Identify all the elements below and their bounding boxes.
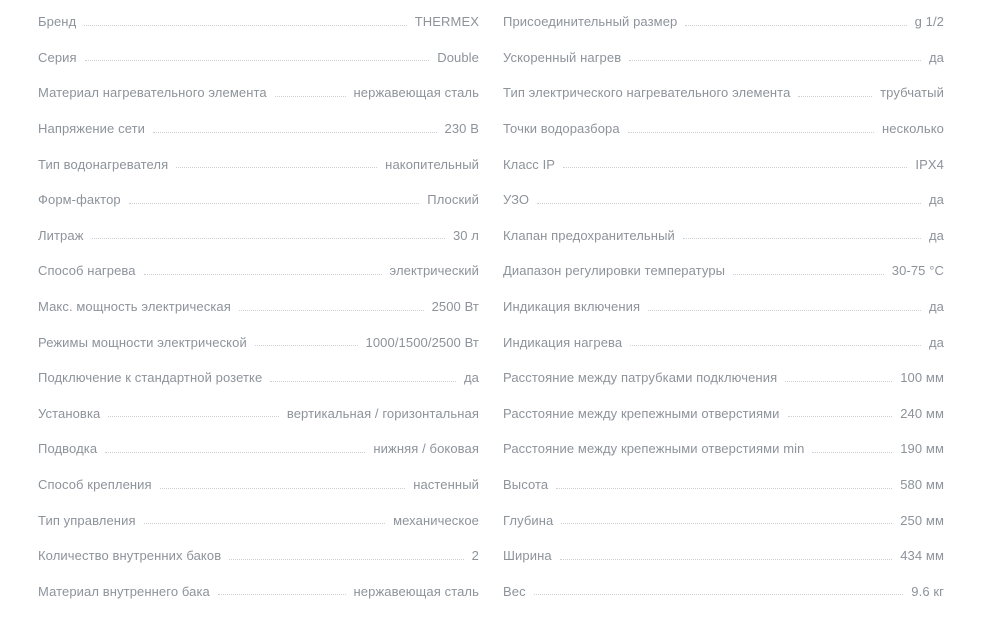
- spec-row: [503, 182, 944, 218]
- spec-label: Материал внутреннего бака: [38, 583, 210, 599]
- spec-row: [503, 467, 944, 503]
- dotted-leader: [630, 345, 921, 346]
- spec-label: Подводка: [38, 441, 98, 457]
- spec-label: Диапазон регулировки температуры: [503, 263, 726, 279]
- spec-row: [503, 289, 944, 325]
- spec-row: [38, 111, 479, 147]
- spec-label: Способ крепления: [38, 477, 152, 493]
- spec-row: [38, 146, 479, 182]
- spec-label: Расстояние между патрубками подключения: [503, 370, 778, 386]
- spec-value: нержавеющая сталь: [353, 583, 479, 599]
- spec-label: Тип водонагревателя: [38, 156, 169, 172]
- spec-row: [38, 360, 479, 396]
- spec-label: Вес: [503, 583, 526, 599]
- spec-value: 434 мм: [900, 548, 944, 564]
- spec-value: 190 мм: [900, 441, 944, 457]
- spec-value: механическое: [393, 512, 479, 528]
- spec-label: Точки водоразбора: [503, 121, 620, 137]
- spec-value: Double: [437, 49, 479, 65]
- spec-row: [503, 4, 944, 40]
- spec-row: [503, 40, 944, 76]
- spec-value: да: [928, 299, 944, 315]
- spec-row: [503, 574, 944, 610]
- spec-value: 250 мм: [900, 512, 944, 528]
- spec-value: 1000/1500/2500 Вт: [365, 334, 479, 350]
- spec-row: [503, 146, 944, 182]
- dotted-leader: [534, 594, 904, 595]
- spec-label: Ускоренный нагрев: [503, 49, 622, 65]
- spec-value: да: [928, 192, 944, 208]
- spec-row: [38, 4, 479, 40]
- spec-value: 2: [471, 548, 479, 564]
- dotted-leader: [685, 25, 906, 26]
- spec-value: электрический: [389, 263, 479, 279]
- dotted-leader: [270, 381, 456, 382]
- dotted-leader: [108, 416, 278, 417]
- spec-row: [38, 289, 479, 325]
- dotted-leader: [798, 96, 872, 97]
- spec-label: Режимы мощности электрической: [38, 334, 247, 350]
- dotted-leader: [144, 274, 382, 275]
- spec-label: Высота: [503, 477, 549, 493]
- spec-value: трубчатый: [880, 85, 944, 101]
- spec-row: [38, 431, 479, 467]
- spec-row: [503, 253, 944, 289]
- dotted-leader: [785, 381, 892, 382]
- dotted-leader: [84, 25, 406, 26]
- spec-label: Расстояние между крепежными отверстиями min: [503, 441, 805, 457]
- spec-label: Ширина: [503, 548, 552, 564]
- spec-column-left: [38, 4, 479, 609]
- spec-label: Макс. мощность электрическая: [38, 299, 231, 315]
- spec-row: [38, 467, 479, 503]
- dotted-leader: [733, 274, 884, 275]
- dotted-leader: [255, 345, 358, 346]
- spec-value: Плоский: [427, 192, 479, 208]
- spec-label: Индикация нагрева: [503, 334, 623, 350]
- spec-value: 30-75 °C: [891, 263, 944, 279]
- dotted-leader: [556, 488, 892, 489]
- dotted-leader: [628, 132, 874, 133]
- spec-row: [503, 502, 944, 538]
- dotted-leader: [629, 60, 921, 61]
- spec-value: 2500 Вт: [431, 299, 479, 315]
- spec-row: [38, 253, 479, 289]
- spec-value: настенный: [413, 477, 479, 493]
- dotted-leader: [144, 523, 386, 524]
- dotted-leader: [153, 132, 437, 133]
- dotted-leader: [683, 238, 921, 239]
- dotted-leader: [229, 559, 463, 560]
- spec-value: 240 мм: [900, 405, 944, 421]
- spec-value: да: [463, 370, 479, 386]
- spec-value: IPX4: [915, 156, 944, 172]
- spec-row: [38, 182, 479, 218]
- spec-value: THERMEX: [414, 14, 479, 30]
- spec-row: [503, 324, 944, 360]
- dotted-leader: [85, 60, 430, 61]
- dotted-leader: [537, 203, 921, 204]
- spec-label: УЗО: [503, 192, 530, 208]
- spec-label: Установка: [38, 405, 101, 421]
- dotted-leader: [160, 488, 406, 489]
- spec-label: Клапан предохранительный: [503, 227, 675, 243]
- dotted-leader: [560, 559, 893, 560]
- spec-value: накопительный: [385, 156, 479, 172]
- spec-value: 9.6 кг: [911, 583, 944, 599]
- spec-row: [38, 324, 479, 360]
- spec-value: 230 В: [444, 121, 479, 137]
- spec-row: [38, 574, 479, 610]
- spec-row: [503, 538, 944, 574]
- spec-value: да: [928, 227, 944, 243]
- dotted-leader: [275, 96, 346, 97]
- spec-value: да: [928, 49, 944, 65]
- spec-row: [38, 75, 479, 111]
- spec-row: [503, 396, 944, 432]
- spec-label: Бренд: [38, 14, 77, 30]
- dotted-leader: [788, 416, 893, 417]
- spec-value: да: [928, 334, 944, 350]
- dotted-leader: [218, 594, 346, 595]
- spec-label: Тип электрического нагревательного элемента: [503, 85, 791, 101]
- spec-label: Материал нагревательного элемента: [38, 85, 267, 101]
- dotted-leader: [561, 523, 892, 524]
- spec-row: [38, 218, 479, 254]
- spec-row: [38, 538, 479, 574]
- spec-value: 30 л: [452, 227, 479, 243]
- spec-label: Серия: [38, 49, 77, 65]
- spec-row: [503, 218, 944, 254]
- spec-column-right: [503, 4, 944, 609]
- spec-value: 580 мм: [900, 477, 944, 493]
- spec-label: Присоединительный размер: [503, 14, 678, 30]
- spec-row: [503, 360, 944, 396]
- spec-label: Форм-фактор: [38, 192, 121, 208]
- spec-row: [38, 40, 479, 76]
- dotted-leader: [176, 167, 377, 168]
- spec-value: несколько: [881, 121, 944, 137]
- spec-label: Тип управления: [38, 512, 136, 528]
- dotted-leader: [648, 310, 921, 311]
- spec-value: g 1/2: [914, 14, 944, 30]
- spec-columns: [38, 4, 944, 609]
- dotted-leader: [563, 167, 907, 168]
- spec-value: 100 мм: [900, 370, 944, 386]
- spec-label: Количество внутренних баков: [38, 548, 222, 564]
- dotted-leader: [129, 203, 420, 204]
- spec-label: Подключение к стандартной розетке: [38, 370, 263, 386]
- spec-label: Способ нагрева: [38, 263, 136, 279]
- spec-label: Глубина: [503, 512, 554, 528]
- spec-label: Расстояние между крепежными отверстиями: [503, 405, 780, 421]
- spec-value: нижняя / боковая: [373, 441, 479, 457]
- spec-row: [38, 396, 479, 432]
- spec-label: Напряжение сети: [38, 121, 146, 137]
- spec-label: Литраж: [38, 227, 84, 243]
- dotted-leader: [105, 452, 365, 453]
- spec-label: Индикация включения: [503, 299, 641, 315]
- spec-row: [38, 502, 479, 538]
- dotted-leader: [812, 452, 892, 453]
- dotted-leader: [92, 238, 445, 239]
- spec-value: нержавеющая сталь: [353, 85, 479, 101]
- spec-row: [503, 111, 944, 147]
- spec-row: [503, 75, 944, 111]
- spec-label: Класс IP: [503, 156, 556, 172]
- dotted-leader: [239, 310, 424, 311]
- spec-row: [503, 431, 944, 467]
- spec-value: вертикальная / горизонтальная: [286, 405, 479, 421]
